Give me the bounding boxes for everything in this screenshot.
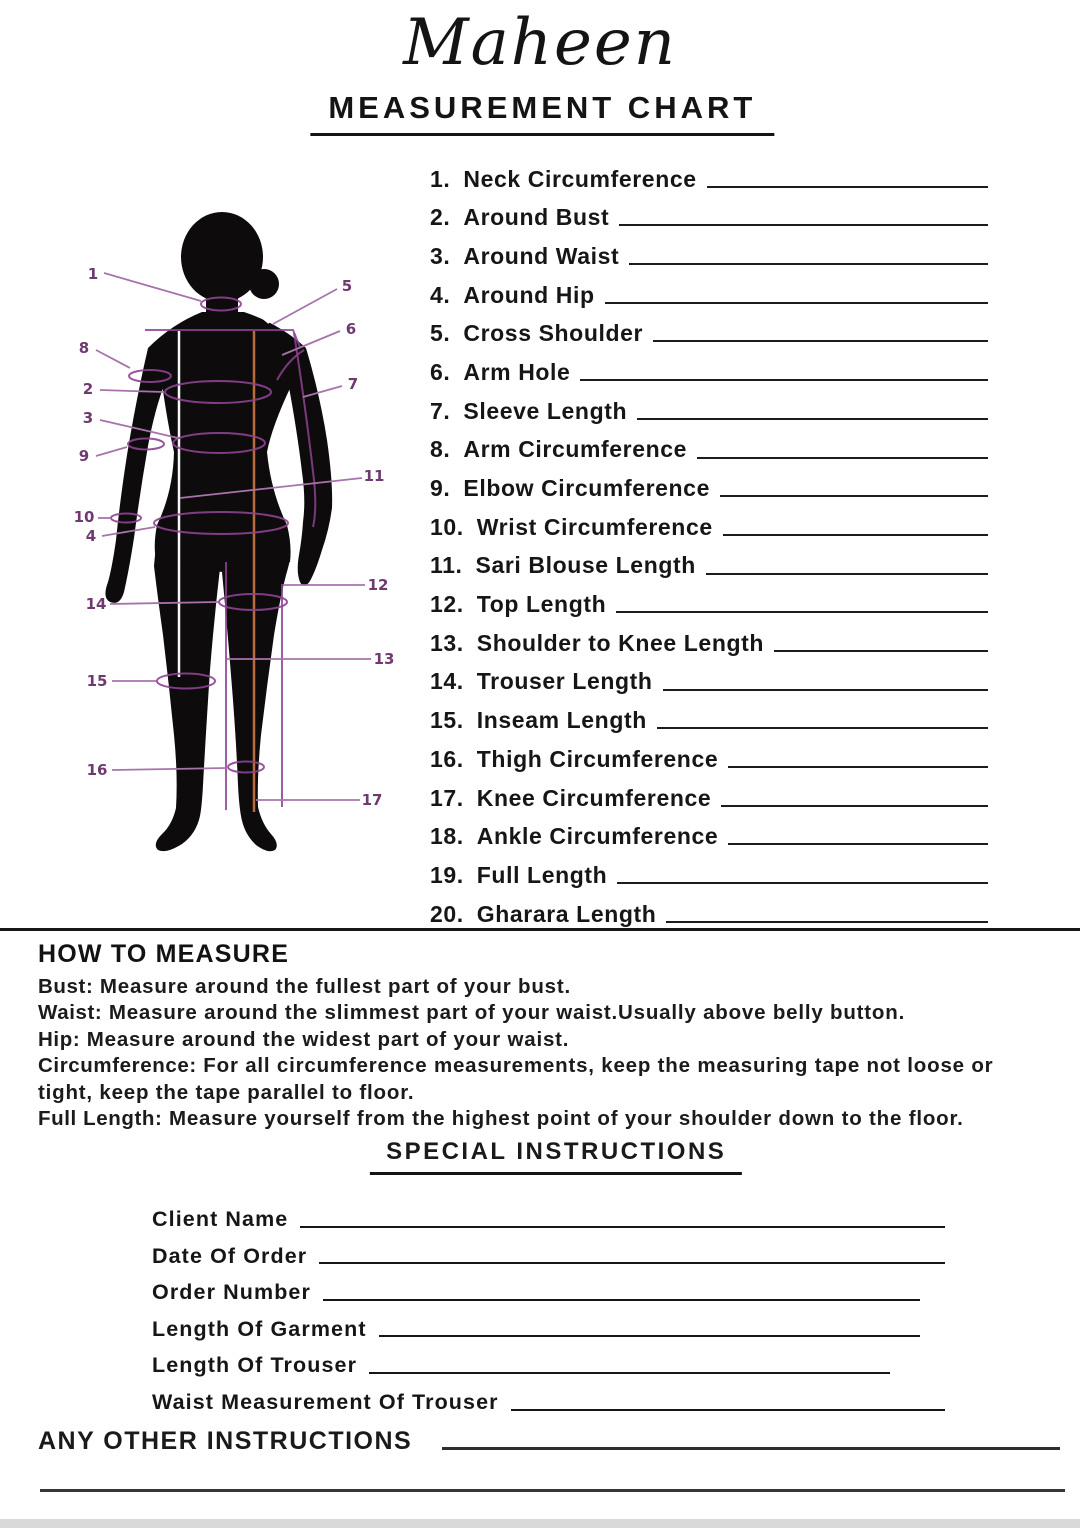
measurement-blank-line[interactable] (619, 224, 988, 226)
form-field-label: Length Of Trouser (152, 1353, 358, 1378)
measurement-blank-line[interactable] (728, 843, 988, 845)
measurement-label: Ankle Circumference (476, 823, 719, 850)
page-title-wrap (310, 90, 774, 136)
measure-term: Bust: (38, 975, 94, 998)
measurement-row (430, 732, 988, 771)
measurement-row (430, 500, 988, 539)
how-to-measure-entry (38, 1106, 1050, 1132)
measurement-row (430, 345, 988, 384)
measurement-number: 18. (430, 823, 464, 850)
measurement-label: Trouser Length (476, 668, 653, 695)
any-other-instructions-blank-line[interactable] (442, 1447, 1060, 1450)
how-to-measure-body (38, 974, 1050, 1132)
measurement-number: 14. (430, 668, 464, 695)
measure-text: Measure around the slimmest part of your waist.Usually above belly button. (108, 1001, 906, 1025)
measurement-blank-line[interactable] (657, 727, 988, 729)
measurement-blank-line[interactable] (616, 611, 988, 613)
measurement-label: Neck Circumference (463, 165, 697, 192)
measurement-label: Full Length (476, 861, 608, 888)
how-to-measure-heading: HOW TO MEASURE (38, 940, 290, 968)
measurement-number: 17. (430, 784, 464, 811)
measurement-number: 1. (430, 165, 451, 192)
measurement-blank-line[interactable] (629, 263, 988, 265)
measurement-blank-line[interactable] (580, 379, 988, 381)
measurement-blank-line[interactable] (617, 882, 988, 884)
figure-label-16: 16 (86, 761, 108, 779)
female-silhouette (105, 212, 332, 851)
measurement-row (430, 771, 988, 810)
measurement-blank-line[interactable] (707, 186, 988, 188)
measurement-blank-line[interactable] (720, 495, 988, 497)
how-to-measure-entry (38, 1053, 1050, 1106)
form-field-blank-line[interactable] (511, 1409, 945, 1411)
figure-label-7: 7 (347, 375, 359, 393)
measurement-row (430, 268, 988, 307)
measurement-blank-line[interactable] (721, 805, 988, 807)
figure-label-14: 14 (85, 595, 107, 613)
figure-label-12: 12 (367, 576, 389, 594)
how-to-measure-entry (38, 974, 1050, 1000)
measurement-row (430, 810, 988, 849)
measurement-number: 12. (430, 591, 464, 618)
measurement-row (430, 694, 988, 733)
measure-term: Waist: (38, 1001, 103, 1025)
form-field-label: Date Of Order (152, 1243, 308, 1268)
page-title: MEASUREMENT CHART (310, 90, 774, 136)
measurement-blank-line[interactable] (774, 650, 988, 652)
figure-label-11: 11 (363, 467, 385, 485)
measurement-number: 7. (430, 397, 451, 424)
measure-term: Full Length: (38, 1107, 163, 1131)
figure-label-4: 4 (85, 527, 97, 545)
measurement-number: 3. (430, 242, 451, 269)
form-field-blank-line[interactable] (369, 1372, 890, 1374)
measurement-label: Arm Hole (463, 358, 571, 385)
measurement-blank-line[interactable] (653, 340, 988, 342)
measurement-blank-line[interactable] (728, 766, 988, 768)
measurement-row (430, 191, 988, 230)
form-field-label: Waist Measurement Of Trouser (152, 1390, 499, 1414)
measurement-label: Around Waist (463, 242, 620, 269)
figure-label-10: 10 (73, 508, 95, 526)
measurement-blank-line[interactable] (663, 689, 988, 691)
form-field-blank-line[interactable] (323, 1299, 920, 1301)
special-instructions-heading: SPECIAL INSTRUCTIONS (370, 1138, 742, 1175)
form-field-row (152, 1194, 945, 1231)
figure-label-1: 1 (87, 265, 99, 283)
measurement-row (430, 423, 988, 462)
measurement-number: 13. (430, 629, 464, 656)
figure-label-5: 5 (341, 277, 353, 295)
measurement-blank-line[interactable] (723, 534, 988, 536)
figure-label-13: 13 (373, 650, 395, 668)
measurement-label: Inseam Length (476, 707, 647, 734)
measurement-label: Wrist Circumference (476, 513, 713, 540)
measure-term: Hip: (38, 1027, 81, 1051)
page-bottom-edge (0, 1519, 1080, 1528)
measurement-label: Arm Circumference (463, 436, 688, 463)
form-field-blank-line[interactable] (319, 1262, 945, 1264)
body-measurement-figure (60, 200, 430, 920)
measurement-number: 10. (430, 513, 464, 540)
special-instructions-heading-wrap (370, 1138, 742, 1175)
measurement-row (430, 229, 988, 268)
measurement-row (430, 384, 988, 423)
measurement-label: Sari Blouse Length (475, 552, 696, 579)
form-field-label: Client Name (152, 1207, 289, 1232)
any-other-instructions-row (38, 1428, 1060, 1454)
form-field-label: Length Of Garment (152, 1316, 367, 1341)
figure-label-9: 9 (78, 447, 90, 465)
how-to-measure-entry (38, 1000, 1050, 1026)
measurement-number: 4. (430, 281, 451, 308)
measurement-blank-line[interactable] (666, 921, 988, 923)
measurement-label: Around Bust (463, 204, 610, 231)
measure-text: Measure yourself from the highest point of your shoulder down to the floor. (168, 1107, 964, 1131)
measurement-number: 6. (430, 358, 451, 385)
figure-label-15: 15 (86, 672, 108, 690)
measurement-number: 19. (430, 861, 464, 888)
form-field-row (152, 1267, 945, 1304)
measurement-row (430, 539, 988, 578)
measurement-number: 16. (430, 745, 464, 772)
figure-label-2: 2 (82, 380, 94, 398)
measure-text: Measure around the fullest part of your bust. (99, 975, 571, 998)
special-instruction-fields (152, 1194, 945, 1414)
measurement-label: Shoulder to Knee Length (476, 629, 765, 656)
measurement-number: 5. (430, 320, 451, 347)
form-field-blank-line[interactable] (379, 1335, 920, 1337)
figure-label-17: 17 (361, 791, 383, 809)
measurement-label: Thigh Circumference (476, 745, 719, 772)
measurement-row (430, 152, 988, 191)
figure-label-8: 8 (78, 339, 90, 357)
measurement-row (430, 887, 988, 926)
measurement-number: 11. (430, 552, 463, 579)
any-other-instructions-label: ANY OTHER INSTRUCTIONS (38, 1427, 413, 1455)
measurement-label: Gharara Length (476, 900, 657, 927)
section-divider (0, 928, 1080, 931)
measurement-list (430, 152, 988, 926)
measurement-label: Cross Shoulder (463, 320, 644, 347)
measurement-number: 8. (430, 436, 451, 463)
measurement-row (430, 616, 988, 655)
bottom-blank-line[interactable] (40, 1489, 1065, 1492)
figure-label-3: 3 (82, 409, 94, 427)
measurement-label: Knee Circumference (476, 784, 712, 811)
measure-text: Measure around the widest part of your waist. (86, 1027, 570, 1051)
measurement-row (430, 578, 988, 617)
measure-text: For all circumference measurements, keep the measuring tape not loose or tight, keep the tape parallel to floor. (38, 1054, 994, 1104)
measurement-label: Sleeve Length (463, 397, 628, 424)
measurement-number: 9. (430, 475, 451, 502)
measurement-blank-line[interactable] (637, 418, 988, 420)
measurement-row (430, 462, 988, 501)
form-field-row (152, 1377, 945, 1414)
form-field-row (152, 1340, 945, 1377)
measurement-row (430, 655, 988, 694)
figure-label-6: 6 (345, 320, 357, 338)
measurement-number: 2. (430, 204, 451, 231)
measurement-blank-line[interactable] (706, 573, 988, 575)
measure-term: Circumference: (38, 1054, 197, 1078)
measurement-row (430, 307, 988, 346)
form-field-row (152, 1304, 945, 1341)
brand-logo: Maheen (403, 6, 677, 80)
measurement-number: 20. (430, 900, 464, 927)
measurement-label: Elbow Circumference (463, 475, 710, 502)
form-field-row (152, 1231, 945, 1268)
form-field-blank-line[interactable] (300, 1226, 945, 1228)
form-field-label: Order Number (152, 1280, 311, 1305)
measurement-label: Around Hip (463, 281, 595, 308)
measurement-blank-line[interactable] (697, 457, 988, 459)
how-to-measure-entry (38, 1027, 1050, 1053)
measurement-label: Top Length (476, 591, 607, 618)
measurement-blank-line[interactable] (605, 302, 988, 304)
measurement-row (430, 848, 988, 887)
measurement-number: 15. (430, 707, 464, 734)
